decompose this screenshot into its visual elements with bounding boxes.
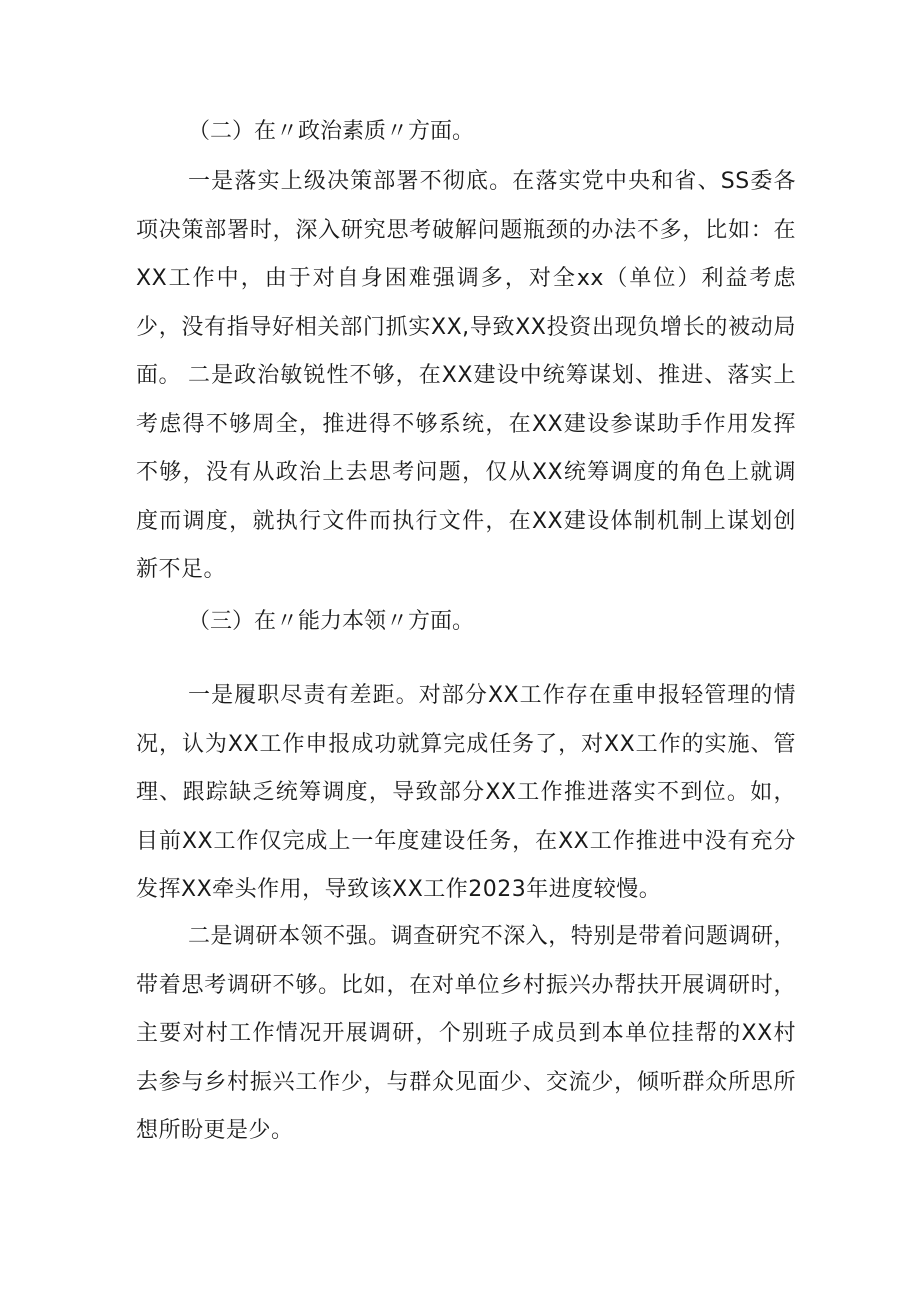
paragraph-duty-performance: 一是履职尽责有差距。对部分XX工作存在重申报轻管理的情况，认为XX工作申报成功就算完成任务了，对XX工作的实施、管理、跟踪缺乏统筹调度，导致部分XX工作推进落实不到位。如，目前XX工作仅完成上一年度建设任务，在XX工作推进中没有充分发挥XX牵头作用，导致该XX工作2023年进度较慢。: [136, 683, 796, 902]
section-heading-ability: （三）在〃能力本领〃方面。: [188, 609, 475, 634]
paragraph-research-ability: 二是调研本领不强。调查研究不深入，特别是带着问题调研，带着思考调研不够。比如，在对单位乡村振兴办帮扶开展调研时，主要对村工作情况开展调研，个别班子成员到本单位挂帮的XX村去参与乡村振兴工作少，与群众见面少、交流少，倾听群众所思所想所盼更是少。: [136, 924, 796, 1143]
section-heading-political-quality: （二）在〃政治素质〃方面。: [188, 119, 475, 144]
paragraph-decision-implementation: 一是落实上级决策部署不彻底。在落实党中央和省、SS委各项决策部署时，深入研究思考破解问题瓶颈的办法不多，比如：在XX工作中，由于对自身困难强调多，对全xx（单位）利益考虑少，没有指导好相关部门抓实XX,导致XX投资出现负增长的被动局面。: [136, 169, 796, 388]
paragraph-political-sensitivity: 二是政治敏锐性不够，在XX建设中统筹谋划、推进、落实上考虑得不够周全，推进得不够系统，在XX建设参谋助手作用发挥不够，没有从政治上去思考问题，仅从XX统筹调度的角色上就调度而调度，就执行文件而执行文件，在XX建设体制机制上谋划创新不足。: [136, 363, 796, 582]
